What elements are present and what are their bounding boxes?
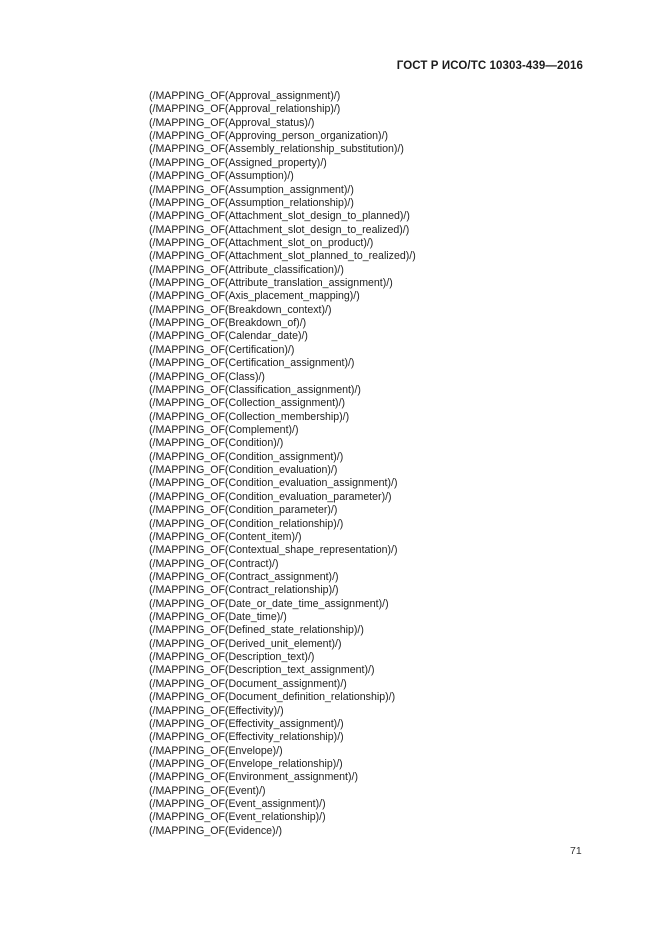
mapping-list (149, 90, 416, 838)
mapping-line: (/MAPPING_OF(Collection_assignment)/) (149, 397, 346, 410)
mapping-line: (/MAPPING_OF(Condition_evaluation_parameter)/) (149, 490, 392, 503)
mapping-line: (/MAPPING_OF(Condition_evaluation)/) (149, 464, 338, 477)
mapping-line: (/MAPPING_OF(Contract_relationship)/) (149, 584, 339, 597)
mapping-line: (/MAPPING_OF(Contextual_shape_representation)/) (149, 544, 398, 557)
mapping-line: (/MAPPING_OF(Effectivity_relationship)/) (149, 731, 344, 744)
mapping-line: (/MAPPING_OF(Assumption)/) (149, 170, 294, 183)
mapping-line: (/MAPPING_OF(Assumption_relationship)/) (149, 196, 354, 209)
mapping-line: (/MAPPING_OF(Calendar_date)/) (149, 330, 308, 343)
mapping-line: (/MAPPING_OF(Attachment_slot_on_product)/) (149, 236, 374, 249)
mapping-line: (/MAPPING_OF(Contract_assignment)/) (149, 570, 339, 583)
mapping-line: (/MAPPING_OF(Derived_unit_element)/) (149, 637, 342, 650)
mapping-line: (/MAPPING_OF(Assigned_property)/) (149, 156, 327, 169)
mapping-line: (/MAPPING_OF(Class)/) (149, 370, 265, 383)
mapping-line: (/MAPPING_OF(Classification_assignment)/) (149, 383, 361, 396)
mapping-line: (/MAPPING_OF(Environment_assignment)/) (149, 771, 358, 784)
mapping-line: (/MAPPING_OF(Defined_state_relationship)/) (149, 624, 364, 637)
mapping-line: (/MAPPING_OF(Certification_assignment)/) (149, 357, 355, 370)
mapping-line: (/MAPPING_OF(Attachment_slot_design_to_planned)/) (149, 210, 410, 223)
mapping-line: (/MAPPING_OF(Assumption_assignment)/) (149, 183, 354, 196)
mapping-line: (/MAPPING_OF(Certification)/) (149, 343, 295, 356)
mapping-line: (/MAPPING_OF(Approval_status)/) (149, 116, 315, 129)
mapping-line: (/MAPPING_OF(Condition_parameter)/) (149, 504, 338, 517)
mapping-line: (/MAPPING_OF(Condition_assignment)/) (149, 450, 344, 463)
mapping-line: (/MAPPING_OF(Date_or_date_time_assignment)/) (149, 597, 389, 610)
mapping-line: (/MAPPING_OF(Effectivity)/) (149, 704, 284, 717)
mapping-line: (/MAPPING_OF(Approval_relationship)/) (149, 103, 341, 116)
mapping-line: (/MAPPING_OF(Condition)/) (149, 437, 284, 450)
mapping-line: (/MAPPING_OF(Attribute_classification)/) (149, 263, 344, 276)
page-number: 71 (570, 845, 582, 857)
mapping-line: (/MAPPING_OF(Contract)/) (149, 557, 279, 570)
mapping-line: (/MAPPING_OF(Event)/) (149, 784, 266, 797)
mapping-line: (/MAPPING_OF(Date_time)/) (149, 611, 287, 624)
mapping-line: (/MAPPING_OF(Breakdown_of)/) (149, 317, 307, 330)
mapping-line: (/MAPPING_OF(Breakdown_context)/) (149, 303, 332, 316)
mapping-line: (/MAPPING_OF(Document_definition_relationship)/) (149, 691, 396, 704)
mapping-line: (/MAPPING_OF(Condition_relationship)/) (149, 517, 344, 530)
document-header-standard-id: ГОСТ Р ИСО/ТС 10303-439—2016 (396, 60, 583, 72)
mapping-line: (/MAPPING_OF(Envelope_relationship)/) (149, 757, 343, 770)
mapping-line: (/MAPPING_OF(Attribute_translation_assignment)/) (149, 277, 393, 290)
mapping-line: (/MAPPING_OF(Evidence)/) (149, 824, 283, 837)
mapping-line: (/MAPPING_OF(Event_assignment)/) (149, 798, 326, 811)
mapping-line: (/MAPPING_OF(Axis_placement_mapping)/) (149, 290, 360, 303)
mapping-line: (/MAPPING_OF(Envelope)/) (149, 744, 283, 757)
mapping-line: (/MAPPING_OF(Event_relationship)/) (149, 811, 326, 824)
mapping-line: (/MAPPING_OF(Collection_membership)/) (149, 410, 350, 423)
mapping-line: (/MAPPING_OF(Document_assignment)/) (149, 677, 347, 690)
mapping-line: (/MAPPING_OF(Description_text)/) (149, 651, 315, 664)
mapping-line: (/MAPPING_OF(Description_text_assignment)/) (149, 664, 375, 677)
mapping-line: (/MAPPING_OF(Effectivity_assignment)/) (149, 717, 344, 730)
mapping-line: (/MAPPING_OF(Attachment_slot_planned_to_realized)/) (149, 250, 416, 263)
mapping-line: (/MAPPING_OF(Condition_evaluation_assignment)/) (149, 477, 398, 490)
mapping-line: (/MAPPING_OF(Content_item)/) (149, 530, 302, 543)
mapping-line: (/MAPPING_OF(Assembly_relationship_substitution)/) (149, 143, 404, 156)
mapping-line: (/MAPPING_OF(Complement)/) (149, 423, 299, 436)
mapping-line: (/MAPPING_OF(Approval_assignment)/) (149, 90, 341, 102)
mapping-line: (/MAPPING_OF(Approving_person_organization)/) (149, 130, 389, 143)
mapping-line: (/MAPPING_OF(Attachment_slot_design_to_realized)/) (149, 223, 410, 236)
